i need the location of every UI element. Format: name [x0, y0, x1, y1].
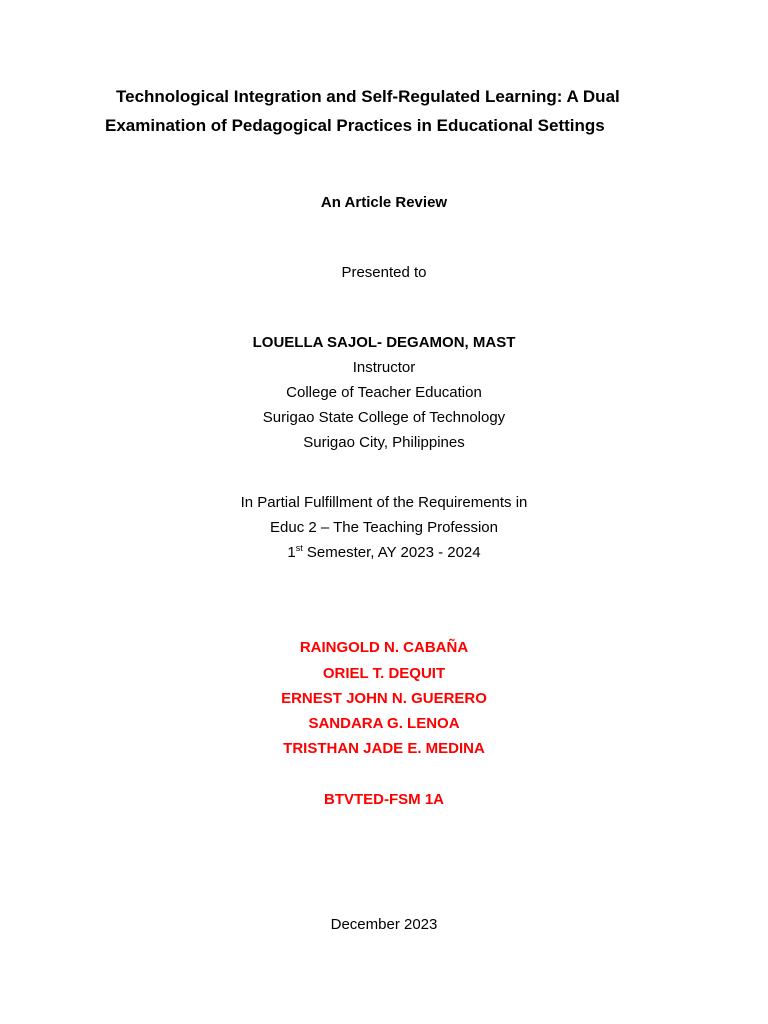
presented-to-label: Presented to: [341, 264, 427, 281]
semester-year: Semester, AY 2023 - 2024: [302, 544, 481, 561]
title-line-2: Examination of Pedagogical Practices in Educational Settings: [105, 116, 605, 135]
document-date: December 2023: [330, 916, 438, 933]
author-name: SANDARA G. LENOA: [308, 715, 460, 732]
instructor-role: Instructor: [352, 359, 416, 376]
title-line-1: Technological Integration and Self-Regulated Learning: A Dual: [116, 87, 620, 106]
semester-ordinal-suffix: st: [295, 543, 303, 553]
semester-number: 1: [287, 544, 296, 561]
author-name: ORIEL T. DEQUIT: [322, 665, 446, 682]
instructor-name: LOUELLA SAJOL- DEGAMON, MAST: [252, 334, 516, 351]
semester-line: [0, 543, 768, 563]
author-name: ERNEST JOHN N. GUERERO: [281, 690, 487, 707]
instructor-location: Surigao City, Philippines: [303, 434, 465, 451]
author-name: TRISTHAN JADE E. MEDINA: [283, 740, 485, 757]
section-code: BTVTED-FSM 1A: [324, 791, 444, 808]
document-type: An Article Review: [320, 194, 448, 211]
author-name: RAINGOLD N. CABAÑA: [299, 639, 469, 656]
instructor-school: Surigao State College of Technology: [262, 409, 506, 426]
course-name: Educ 2 – The Teaching Profession: [270, 519, 498, 536]
instructor-college: College of Teacher Education: [286, 384, 482, 401]
fulfillment-statement: In Partial Fulfillment of the Requirements in: [240, 494, 528, 511]
